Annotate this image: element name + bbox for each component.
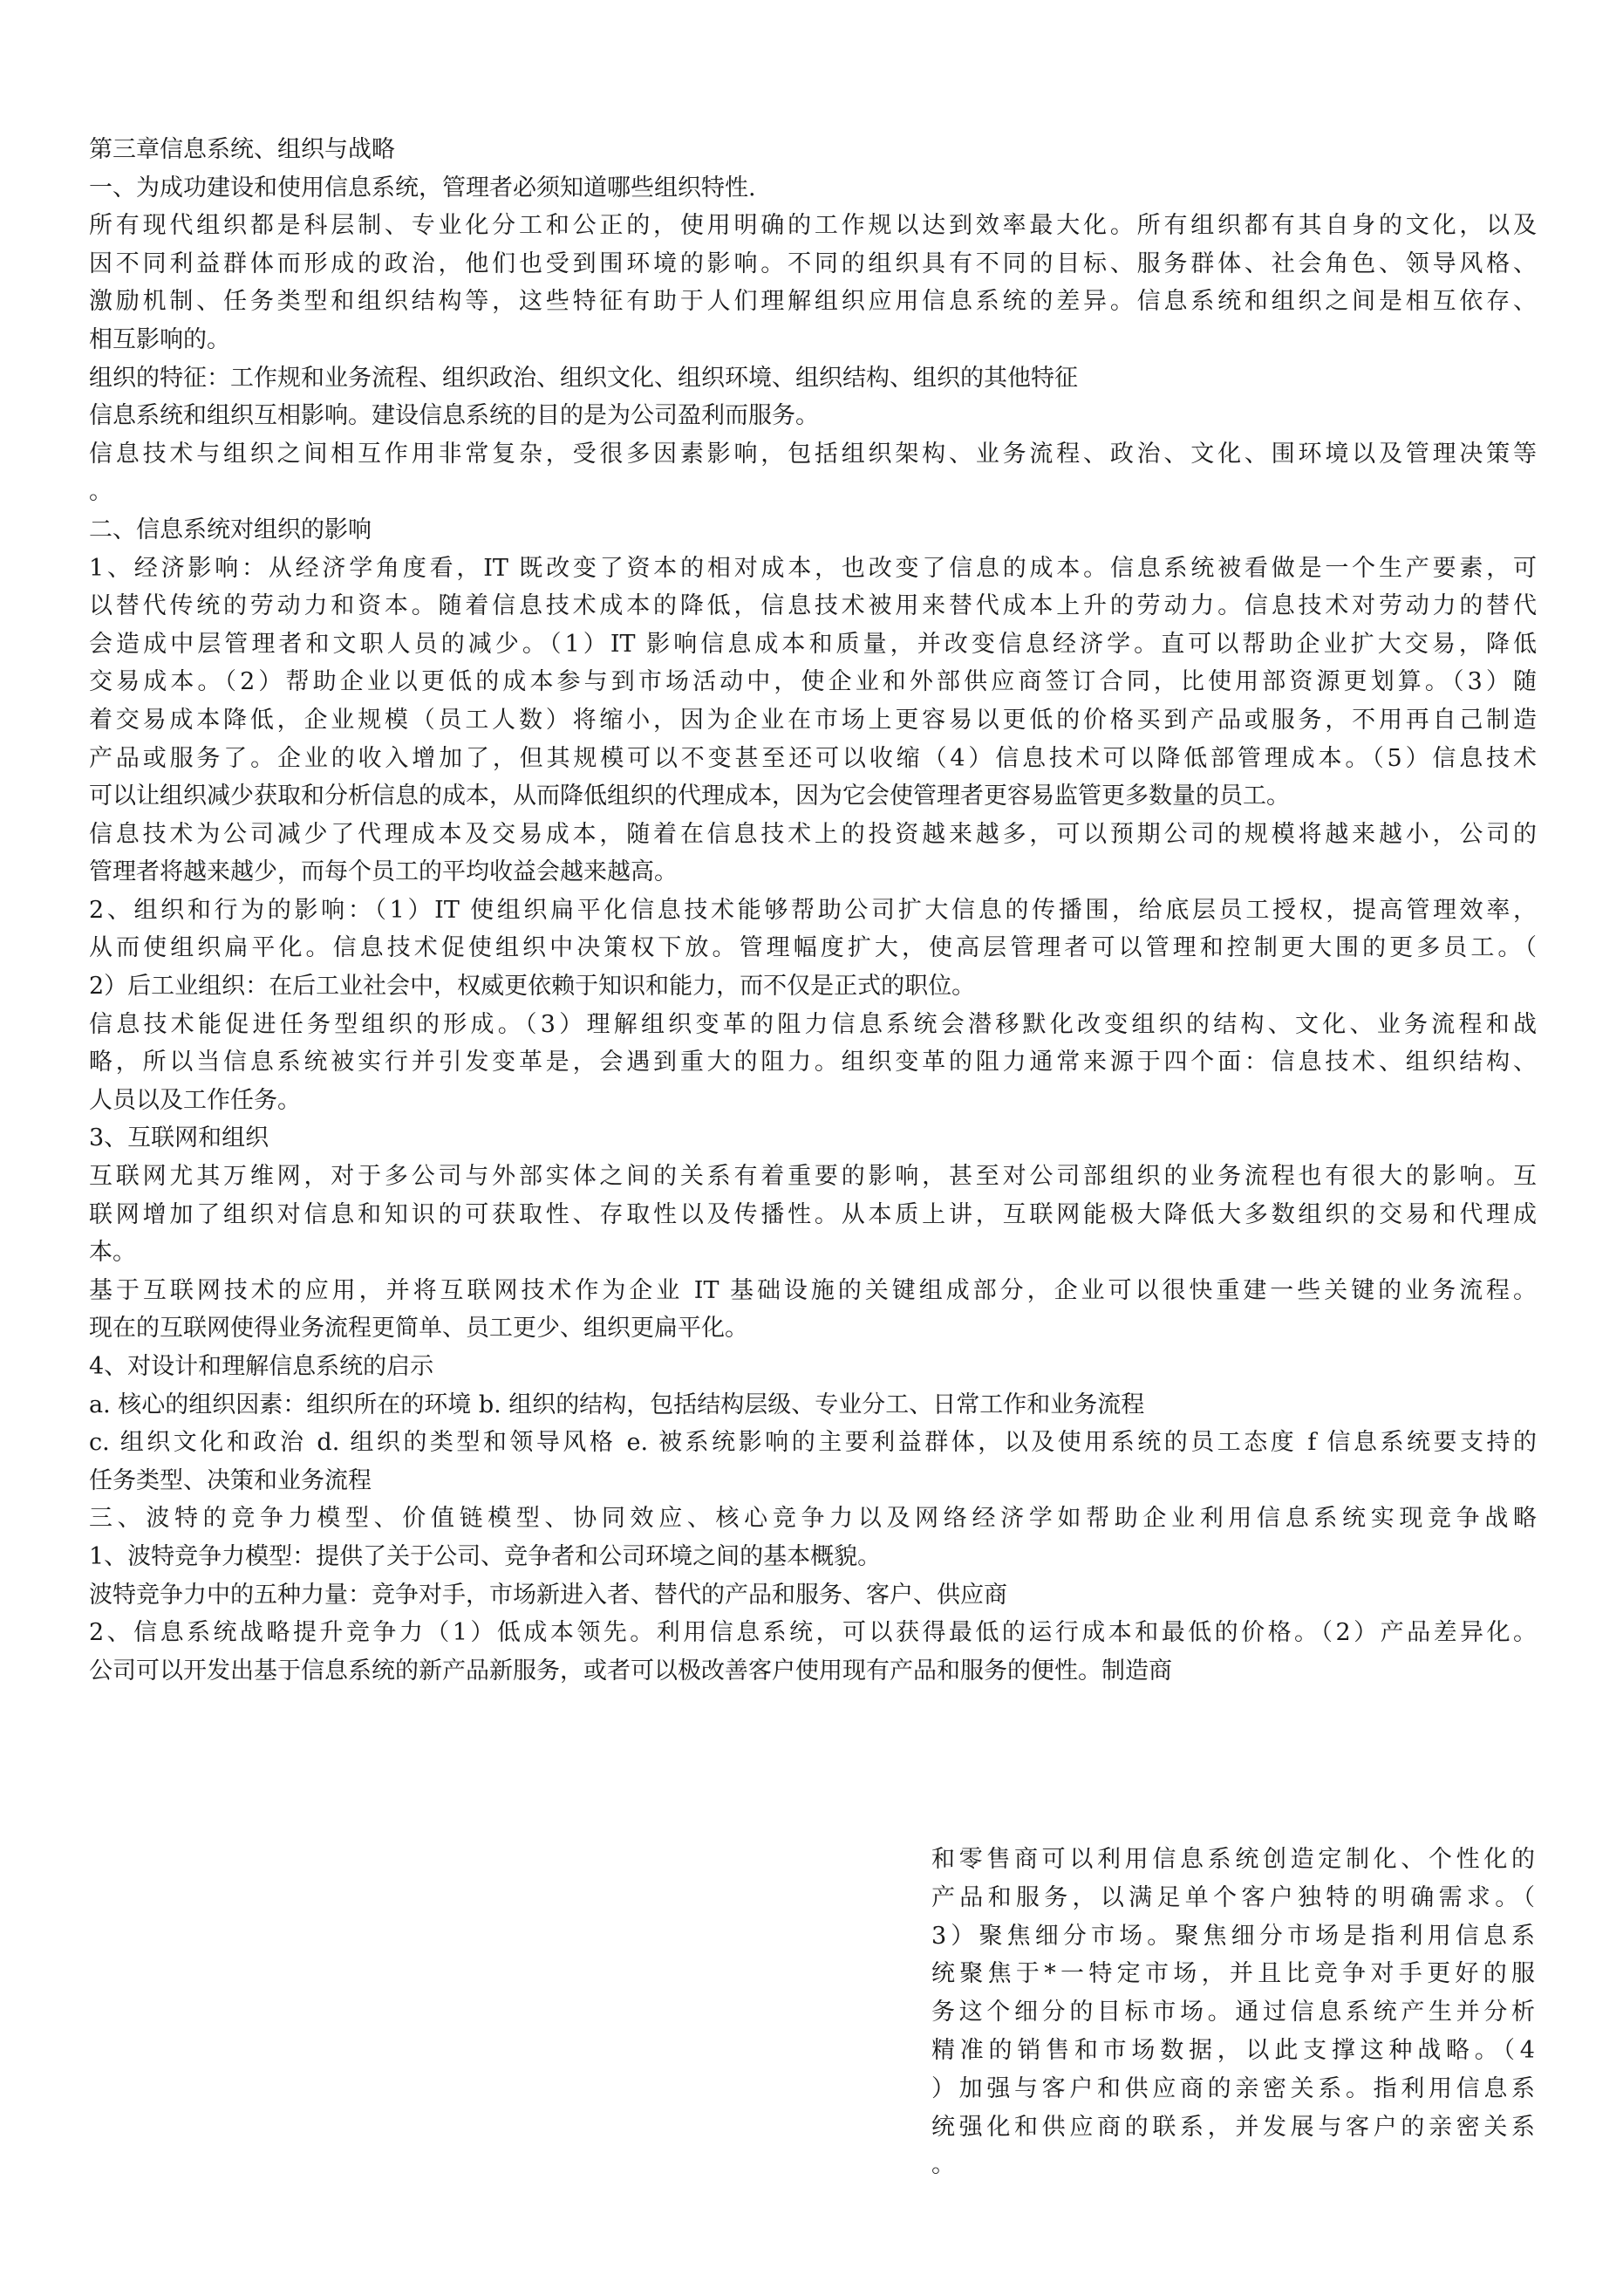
body-text-line: 以替代传统的劳动力和资本。随着信息技术成本的降低，信息技术被用来替代成本上升的劳动力。信息技术对劳动力的替代 [89,592,1537,620]
body-text-line: 第三章信息系统、组织与战略 [89,136,395,163]
body-text-line: 产品或服务了。企业的收入增加了，但其规模可以不变甚至还可以收缩（4）信息技术可以降低部管理成本。（5）信息技术 [89,744,1537,772]
column-text-line: 产品和服务，以满足单个客户独特的明确需求。（ [931,1883,1535,1911]
body-text-line: 从而使组织扁平化。信息技术促使组织中决策权下放。管理幅度扩大，使高层管理者可以管理和控制更大围的更多员工。（ [89,934,1537,962]
body-text-line: 4、对设计和理解信息系统的启示 [89,1353,434,1380]
body-text-line: 交易成本。（2）帮助企业以更低的成本参与到市场活动中，使企业和外部供应商签订合同，比使用部资源更划算。（3）随 [89,668,1537,696]
body-text-line: 基于互联网技术的应用，并将互联网技术作为企业 IT 基础设施的关键组成部分，企业可以很快重建一些关键的业务流程。 [89,1276,1537,1304]
body-text-line: 波特竞争力中的五种力量：竞争对手，市场新进入者、替代的产品和服务、客户、供应商 [89,1581,1007,1609]
body-text-line: 会造成中层管理者和文职人员的减少。（1）IT 影响信息成本和质量，并改变信息经济学。直可以帮助企业扩大交易，降低 [89,630,1537,658]
body-text-line: 任务类型、决策和业务流程 [89,1466,372,1494]
body-text-line: 3、互联网和组织 [89,1124,269,1152]
column-text-line: 3）聚焦细分市场。聚焦细分市场是指利用信息系 [931,1922,1535,1950]
body-text-line: 2、组织和行为的影响：（1）IT 使组织扁平化信息技术能够帮助公司扩大信息的传播围，给底层员工授权，提高管理效率， [89,896,1537,924]
body-text-line: 相互影响的。 [89,325,230,353]
body-text-line: 一、为成功建设和使用信息系统，管理者必须知道哪些组织特性. [89,174,756,202]
body-text-line: 着交易成本降低，企业规模（员工人数）将缩小，因为企业在市场上更容易以更低的价格买到产品或服务，不用再自己制造 [89,706,1537,734]
column-text-line: 和零售商可以利用信息系统创造定制化、个性化的 [931,1846,1535,1873]
body-text-line: 三、波特的竞争力模型、价值链模型、协同效应、核心竞争力以及网络经济学如帮助企业利用信息系统实现竞争战略 [89,1505,1537,1533]
body-text-line: 信息技术能促进任务型组织的形成。（3）理解组织变革的阻力信息系统会潜移默化改变组织的结构、文化、业务流程和战 [89,1010,1537,1038]
body-text-line: 人员以及工作任务。 [89,1086,301,1114]
main-text-block [89,131,1537,1690]
body-text-line: 因不同利益群体而形成的政治，他们也受到围环境的影响。不同的组织具有不同的目标、服务群体、社会角色、领导风格、 [89,249,1537,277]
body-text-line: 1、经济影响：从经济学角度看，IT 既改变了资本的相对成本，也改变了信息的成本。信息系统被看做是一个生产要素，可 [89,554,1537,582]
column-text-line: 精准的销售和市场数据，以此支撑这种战略。（4 [931,2036,1535,2064]
body-text-line: 2）后工业组织：在后工业社会中，权威更依赖于知识和能力，而不仅是正式的职位。 [89,973,976,1001]
column-text-line: 。 [931,2151,955,2179]
body-text-line: 二、信息系统对组织的影响 [89,516,372,543]
body-text-line: 1、波特竞争力模型：提供了关于公司、竞争者和公司环境之间的基本概貌。 [89,1542,882,1570]
body-text-line: 信息系统和组织互相影响。建设信息系统的目的是为公司盈利而服务。 [89,402,819,430]
body-text-line: 现在的互联网使得业务流程更简单、员工更少、组织更扁平化。 [89,1315,748,1343]
body-text-line: 2、信息系统战略提升竞争力（1）低成本领先。利用信息系统，可以获得最低的运行成本和最低的价格。（2）产品差异化。 [89,1619,1537,1647]
body-text-line: 略，所以当信息系统被实行并引发变革是，会遇到重大的阻力。组织变革的阻力通常来源于四个面：信息技术、组织结构、 [89,1049,1537,1076]
continuation-column [931,1841,1535,2184]
column-text-line: 统强化和供应商的联系，并发展与客户的亲密关系 [931,2113,1535,2141]
body-text-line: 联网增加了组织对信息和知识的可获取性、存取性以及传播性。从本质上讲，互联网能极大降低大多数组织的交易和代理成 [89,1200,1537,1228]
column-text-line: ）加强与客户和供应商的亲密关系。指利用信息系 [931,2074,1535,2102]
column-text-line: 统聚焦于*一特定市场，并且比竞争对手更好的服 [931,1960,1535,1988]
body-text-line: 。 [89,478,113,506]
body-text-line: 信息技术为公司减少了代理成本及交易成本，随着在信息技术上的投资越来越多，可以预期公司的规模将越来越小，公司的 [89,820,1537,848]
body-text-line: 所有现代组织都是科层制、专业化分工和公正的，使用明确的工作规以达到效率最大化。所有组织都有其自身的文化，以及 [89,212,1537,240]
body-text-line: 组织的特征：工作规和业务流程、组织政治、组织文化、组织环境、组织结构、组织的其他特征 [89,364,1078,392]
body-text-line: 激励机制、任务类型和组织结构等，这些特征有助于人们理解组织应用信息系统的差异。信息系统和组织之间是相互依存、 [89,288,1537,316]
body-text-line: 本。 [89,1239,136,1267]
body-text-line: c. 组织文化和政治 d. 组织的类型和领导风格 e. 被系统影响的主要利益群体，以及使用系统的员工态度 f 信息系统要支持的 [89,1429,1537,1457]
body-text-line: 互联网尤其万维网，对于多公司与外部实体之间的关系有着重要的影响，甚至对公司部组织的业务流程也有很大的影响。互 [89,1163,1537,1191]
column-text-line: 务这个细分的目标市场。通过信息系统产生并分析 [931,1999,1535,2026]
body-text-line: a. 核心的组织因素：组织所在的环境 b. 组织的结构，包括结构层级、专业分工、日常工作和业务流程 [89,1391,1145,1418]
body-text-line: 管理者将越来越少，而每个员工的平均收益会越来越高。 [89,858,678,886]
body-text-line: 可以让组织减少获取和分析信息的成本，从而降低组织的代理成本，因为它会使管理者更容易监管更多数量的员工。 [89,782,1290,810]
body-text-line: 公司可以开发出基于信息系统的新产品新服务，或者可以极改善客户使用现有产品和服务的便性。制造商 [89,1657,1172,1684]
body-text-line: 信息技术与组织之间相互作用非常复杂，受很多因素影响，包括组织架构、业务流程、政治、文化、围环境以及管理决策等 [89,440,1537,468]
